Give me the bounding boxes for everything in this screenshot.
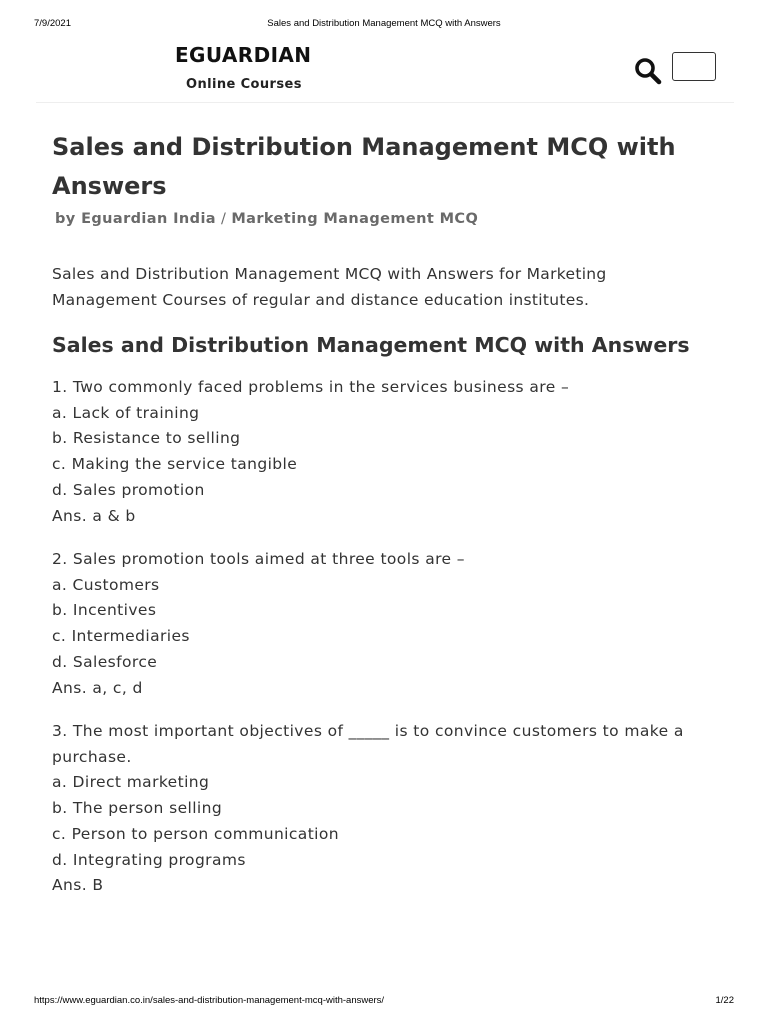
option-c: c. Intermediaries (52, 627, 190, 646)
meta-separator: / (216, 211, 232, 227)
search-button[interactable] (634, 57, 662, 85)
question-block (52, 375, 732, 529)
answer: Ans. a, c, d (52, 678, 143, 697)
option-d: d. Salesforce (52, 652, 158, 671)
category-link[interactable]: Marketing Management MCQ (231, 211, 479, 227)
question-block (52, 547, 732, 701)
post-meta (55, 211, 478, 227)
search-icon (634, 57, 662, 85)
option-a: a. Lack of training (52, 403, 200, 422)
question-block (52, 719, 732, 899)
option-d: d. Sales promotion (52, 480, 205, 499)
answer: Ans. B (52, 876, 104, 895)
option-c: c. Making the service tangible (52, 455, 298, 474)
meta-prefix: by (55, 211, 82, 227)
page-title: Sales and Distribution Management MCQ with Answers (52, 133, 676, 200)
author-link[interactable]: Eguardian India (81, 211, 216, 227)
option-b: b. Resistance to selling (52, 429, 241, 448)
print-page-title: Sales and Distribution Management MCQ with Answers (267, 18, 501, 29)
site-logo[interactable]: EGUARDIAN (175, 43, 312, 67)
intro-paragraph: Sales and Distribution Management MCQ with Answers for Marketing Management Courses of regular and distance education institutes. (52, 265, 607, 309)
option-a: a. Customers (52, 575, 160, 594)
menu-toggle-button[interactable] (672, 52, 716, 81)
option-c: c. Person to person communication (52, 824, 340, 843)
question-text: 2. Sales promotion tools aimed at three tools are – (52, 550, 465, 568)
site-header (36, 40, 734, 103)
option-b: b. The person selling (52, 799, 223, 818)
print-url: https://www.eguardian.co.in/sales-and-distribution-management-mcq-with-answers/ (34, 995, 385, 1006)
option-d: d. Integrating programs (52, 850, 246, 869)
print-page-number: 1/22 (715, 995, 734, 1006)
question-text: 1. Two commonly faced problems in the services business are – (52, 378, 570, 396)
question-text: 3. The most important objectives of _____ is to convince customers to make a purchase. (52, 722, 684, 766)
option-b: b. Incentives (52, 601, 157, 620)
answer: Ans. a & b (52, 506, 136, 525)
option-a: a. Direct marketing (52, 773, 210, 792)
section-heading: Sales and Distribution Management MCQ with Answers (52, 333, 690, 357)
site-tagline: Online Courses (186, 77, 302, 92)
print-date: 7/9/2021 (34, 18, 71, 29)
